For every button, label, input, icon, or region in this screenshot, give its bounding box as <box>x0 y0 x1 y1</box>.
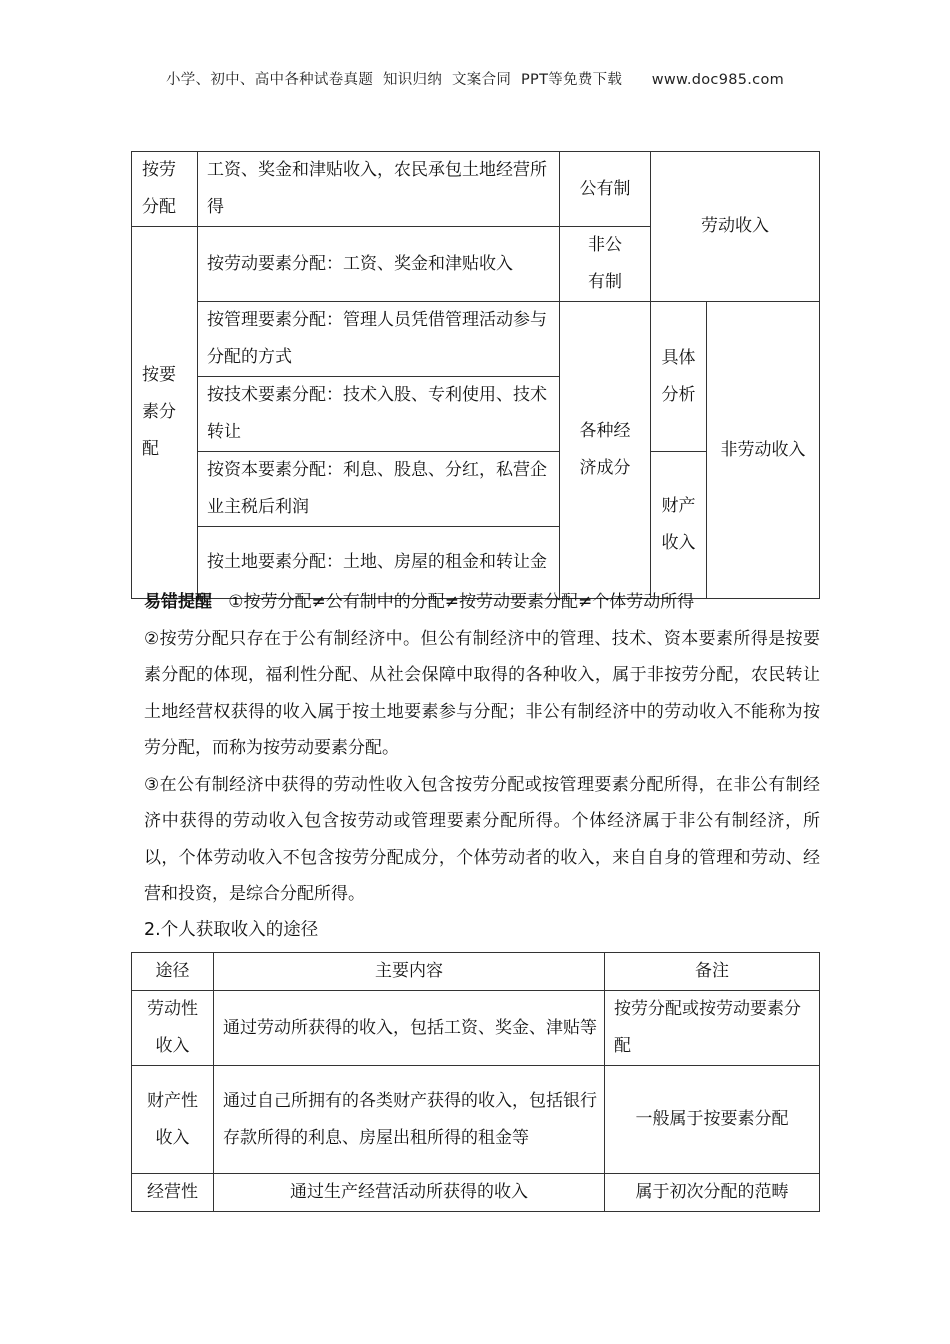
table-row <box>132 1066 820 1174</box>
row2-channel: 财产性收入 <box>132 1066 214 1174</box>
section-title: 2.个人获取收入的途径 <box>144 920 319 940</box>
table-row <box>132 1174 820 1212</box>
cell-specific-analysis: 具体分析 <box>651 302 707 452</box>
note-point-1: ①按劳分配≠公有制中的分配≠按劳动要素分配≠个体劳动所得 <box>228 592 695 612</box>
note-point-2: ②按劳分配只存在于公有制经济中。但公有制经济中的管理、技术、资本要素所得是按要素分配的体现，福利性分配、从社会保障中取得的各种收入，属于非按劳分配，农民转让土地经营权获得的收入属于按土地要素参与分配；非公有制经济中的劳动收入不能称为按劳分配，而称为按劳动要素分配。 <box>144 628 820 758</box>
row1-channel: 劳动性收入 <box>132 991 214 1066</box>
cell-non-public-ownership: 非公有制 <box>560 227 651 302</box>
table-row <box>132 991 820 1066</box>
cell-land-factor: 按土地要素分配：土地、房屋的租金和转让金 <box>198 527 560 599</box>
row2-content: 通过自己所拥有的各类财产获得的收入，包括银行存款所得的利息、房屋出租所得的租金等 <box>214 1066 605 1174</box>
cell-labor-income: 劳动收入 <box>651 152 820 302</box>
note-title: 易错提醒 <box>144 592 212 612</box>
row2-remark: 一般属于按要素分配 <box>605 1066 820 1174</box>
row3-content: 通过生产经营活动所获得的收入 <box>214 1174 605 1212</box>
cell-labor-distribution: 按劳分配 <box>132 152 198 227</box>
cell-labor-factor: 按劳动要素分配：工资、奖金和津贴收入 <box>198 227 560 302</box>
cell-various-economic-sectors: 各种经济成分 <box>560 302 651 599</box>
cell-capital-factor: 按资本要素分配：利息、股息、分红，私营企业主税后利润 <box>198 452 560 527</box>
row3-remark: 属于初次分配的范畴 <box>605 1174 820 1212</box>
header-content: 主要内容 <box>214 953 605 991</box>
cell-property-income: 财产收入 <box>651 452 707 599</box>
page-header: 小学、初中、高中各种试卷真题 知识归纳 文案合同 PPT等免费下载 www.doc985.com <box>165 72 785 88</box>
cell-non-labor-income: 非劳动收入 <box>707 302 820 599</box>
row3-channel: 经营性 <box>132 1174 214 1212</box>
row1-remark: 按劳分配或按劳动要素分配 <box>605 991 820 1066</box>
note-line-1 <box>144 584 820 621</box>
header-channel: 途径 <box>132 953 214 991</box>
cell-management-factor: 按管理要素分配：管理人员凭借管理活动参与分配的方式 <box>198 302 560 377</box>
row1-content: 通过劳动所获得的收入，包括工资、奖金、津贴等 <box>214 991 605 1066</box>
cell-public-ownership: 公有制 <box>560 152 651 227</box>
note-point-3: ③在公有制经济中获得的劳动性收入包含按劳分配或按管理要素分配所得，在非公有制经济中获得的劳动收入包含按劳动或管理要素分配所得。个体经济属于非公有制经济，所以，个体劳动收入不包含按劳分配成分，个体劳动者的收入，来自自身的管理和劳动、经营和投资，是综合分配所得。 <box>144 774 820 904</box>
cell-labor-content: 工资、奖金和津贴收入，农民承包土地经营所得 <box>198 152 560 227</box>
cell-technology-factor: 按技术要素分配：技术入股、专利使用、技术转让 <box>198 377 560 452</box>
cell-factor-distribution: 按要素分配 <box>132 227 198 599</box>
error-prone-note <box>144 584 820 913</box>
income-channels-table <box>131 952 820 1212</box>
distribution-table <box>131 151 820 599</box>
header-remark: 备注 <box>605 953 820 991</box>
